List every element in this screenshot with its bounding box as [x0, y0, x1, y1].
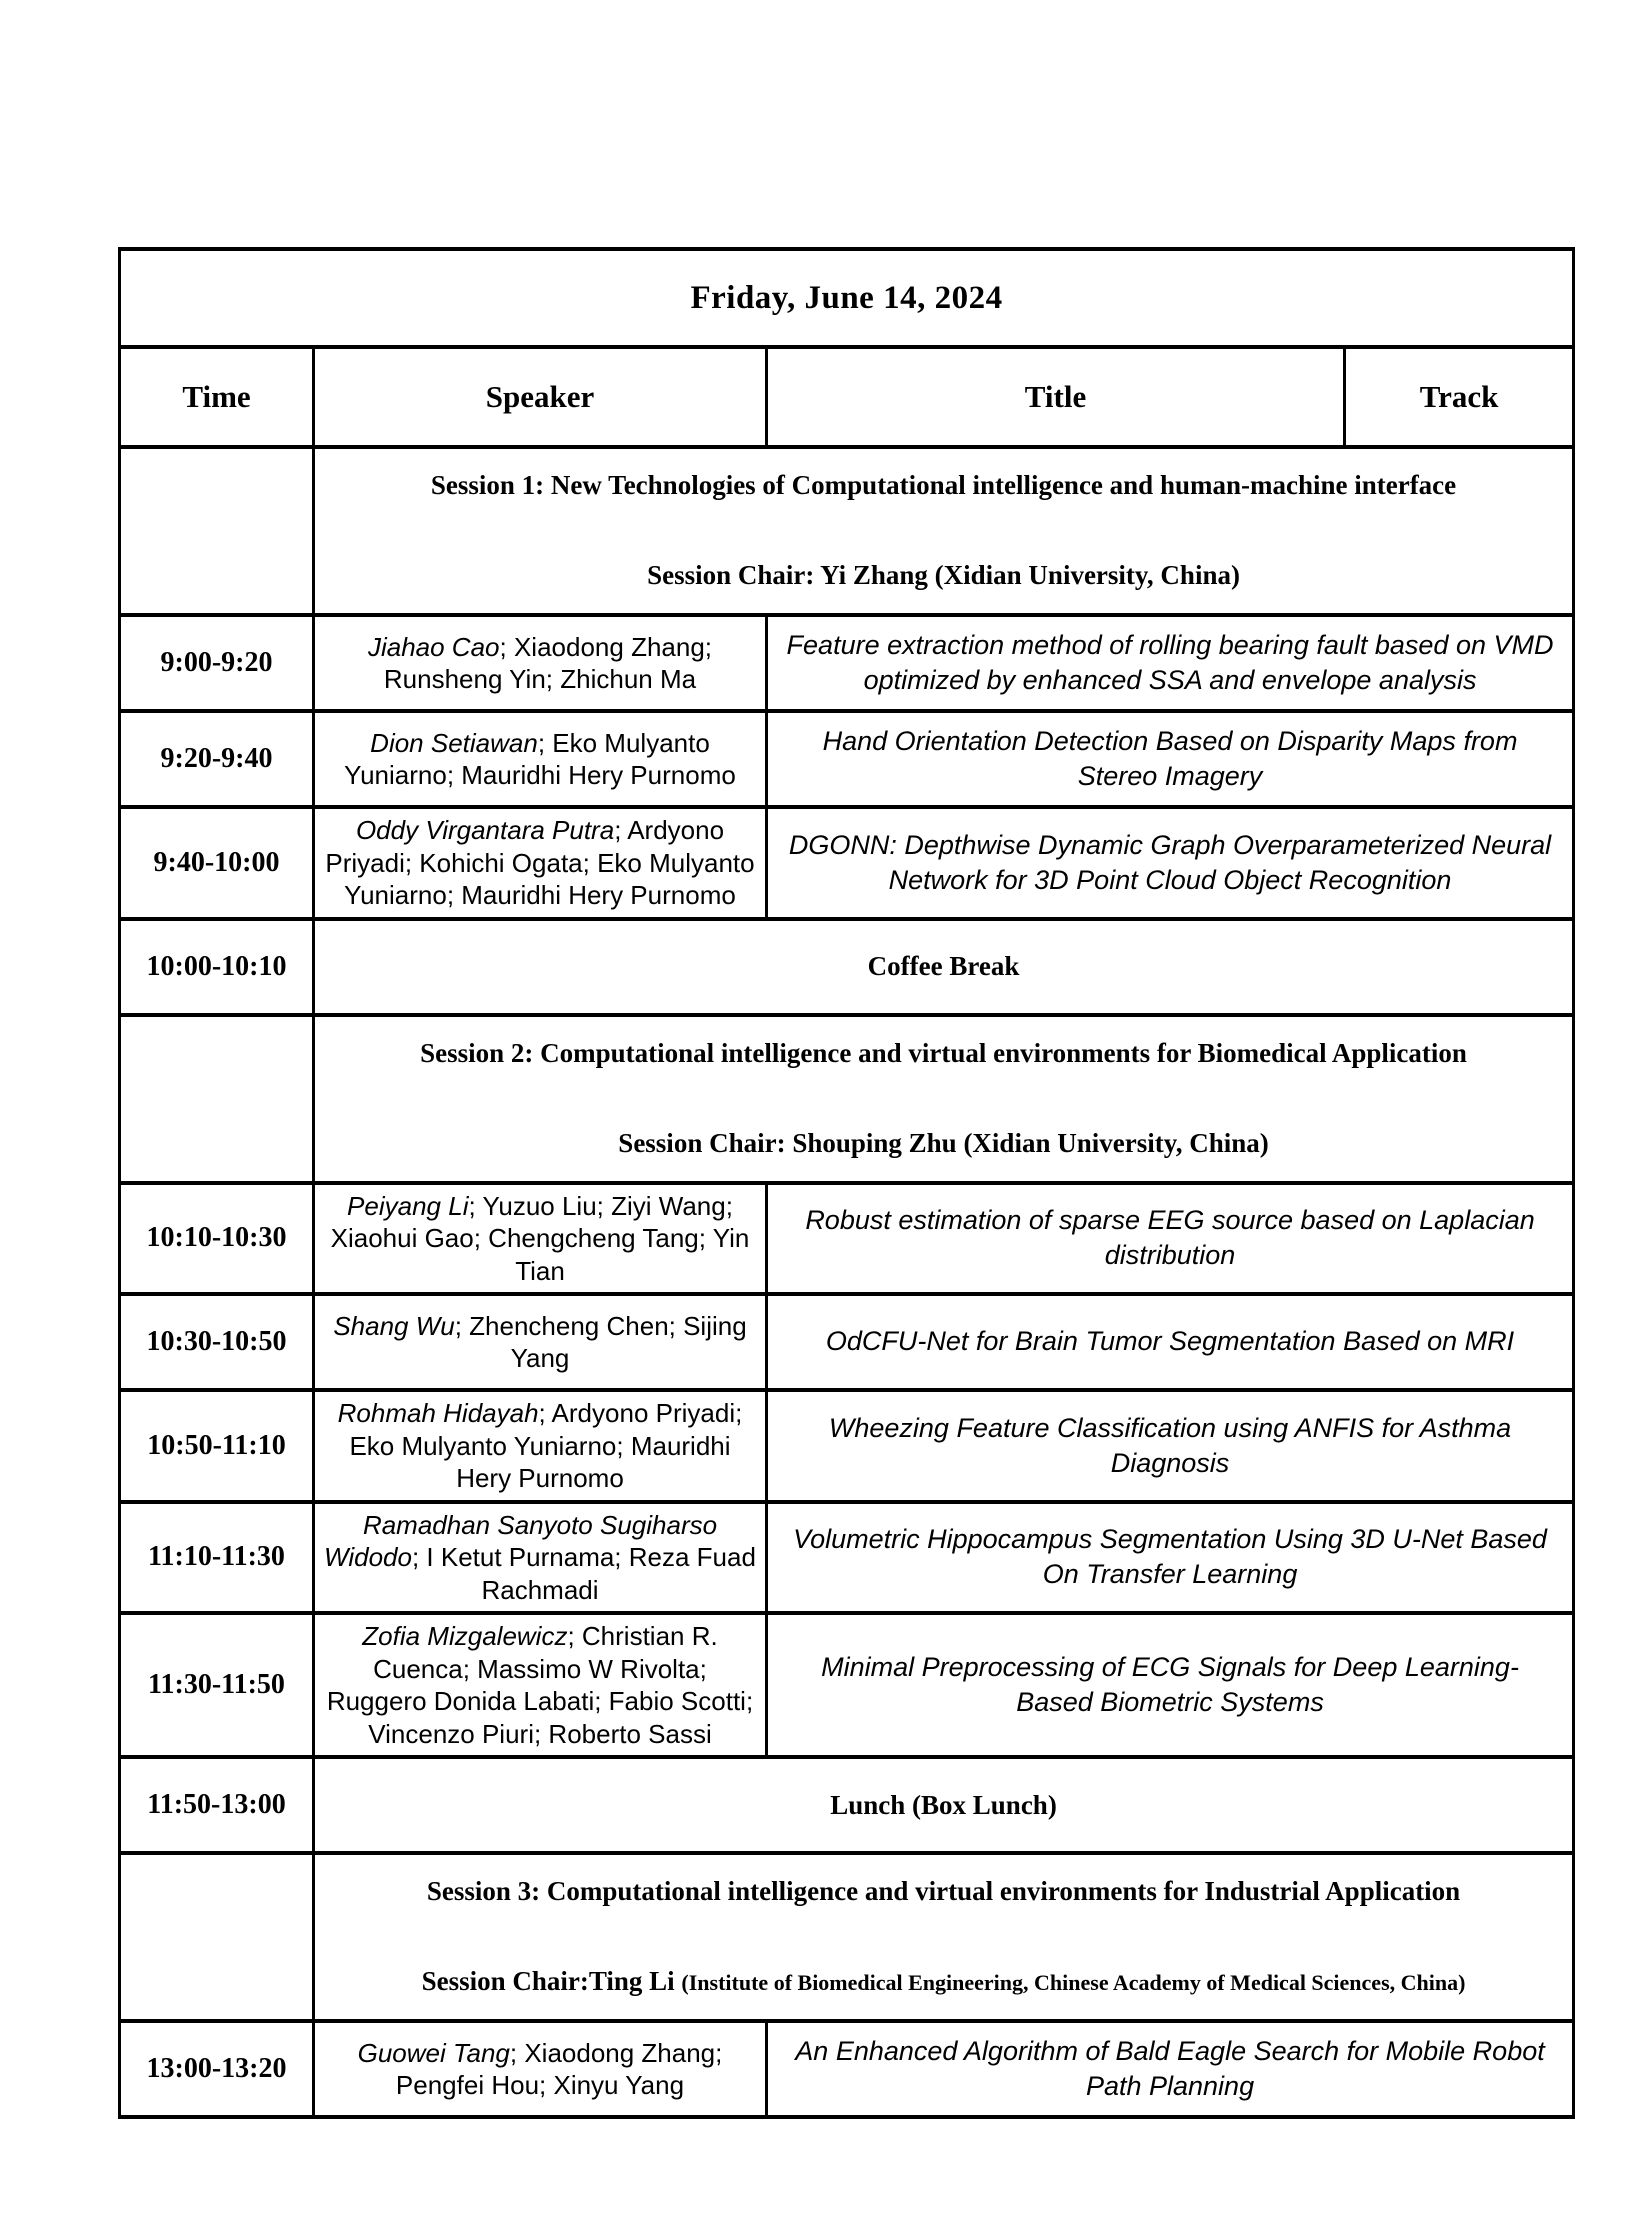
- lead-author: Oddy Virgantara Putra: [355, 815, 615, 845]
- speaker-cell: [314, 1502, 767, 1614]
- talk-row: [120, 2021, 1574, 2117]
- session-cell-content: [315, 1017, 1572, 1181]
- talk-row: [120, 615, 1574, 711]
- break-row: [120, 919, 1574, 1015]
- speaker-cell: [314, 1613, 767, 1757]
- time-cell: 10:50-11:10: [120, 1390, 314, 1502]
- session-cell: [314, 1853, 1574, 2021]
- paper-title: Robust estimation of sparse EEG source based on Laplacian distribution: [767, 1183, 1574, 1295]
- break-label: Coffee Break: [314, 919, 1574, 1015]
- paper-title: Hand Orientation Detection Based on Disparity Maps from Stereo Imagery: [767, 711, 1574, 807]
- session-chair-affiliation: (Institute of Biomedical Engineering, Chinese Academy of Medical Sciences, China): [681, 1970, 1466, 1995]
- talk-row: [120, 1502, 1574, 1614]
- time-cell: 9:20-9:40: [120, 711, 314, 807]
- time-cell: 13:00-13:20: [120, 2021, 314, 2117]
- session-row: [120, 1853, 1574, 2021]
- time-cell-empty: [120, 1853, 314, 2021]
- lead-author: Zofia Mizgalewicz: [362, 1621, 568, 1651]
- talk-row: [120, 1390, 1574, 1502]
- session-row: [120, 1015, 1574, 1183]
- co-authors: ; I Ketut Purnama; Reza Fuad Rachmadi: [411, 1542, 756, 1605]
- time-cell: 9:40-10:00: [120, 807, 314, 919]
- paper-title: OdCFU-Net for Brain Tumor Segmentation Based on MRI: [767, 1294, 1574, 1390]
- session-cell: [314, 447, 1574, 615]
- time-cell-empty: [120, 447, 314, 615]
- session-title: Session 3: Computational intelligence and virtual environments for Industrial Application: [426, 1876, 1461, 1907]
- co-authors: ; Xiaodong Zhang; Runsheng Yin; Zhichun Ma: [383, 631, 713, 694]
- time-cell-empty: [120, 1015, 314, 1183]
- lead-author: Ramadhan Sanyoto Sugiharso Widodo: [324, 1509, 718, 1572]
- break-label: Lunch (Box Lunch): [314, 1757, 1574, 1853]
- session-chair: Session Chair: Yi Zhang (Xidian University, China): [647, 560, 1240, 590]
- paper-title: Wheezing Feature Classification using ANFIS for Asthma Diagnosis: [767, 1390, 1574, 1502]
- date-header-row: [120, 249, 1574, 347]
- session-cell: [314, 1015, 1574, 1183]
- date-header: Friday, June 14, 2024: [120, 249, 1574, 347]
- lead-author: Peiyang Li: [347, 1190, 469, 1221]
- co-authors: ; Yuzuo Liu; Ziyi Wang; Xiaohui Gao; Chengcheng Tang; Yin Tian: [330, 1190, 750, 1286]
- column-header-time: Time: [120, 347, 314, 447]
- session-title: Session 1: New Technologies of Computational intelligence and human-machine interface: [430, 470, 1457, 501]
- talk-row: [120, 1183, 1574, 1295]
- session-chair: Session Chair: Shouping Zhu (Xidian University, China): [618, 1127, 1269, 1158]
- session-row: [120, 447, 1574, 615]
- time-cell: 11:50-13:00: [120, 1757, 314, 1853]
- paper-title: Volumetric Hippocampus Segmentation Using 3D U-Net Based On Transfer Learning: [767, 1502, 1574, 1614]
- speaker-cell: [314, 1294, 767, 1390]
- speaker-cell: [314, 2021, 767, 2117]
- co-authors: ; Ardyono Priyadi; Eko Mulyanto Yuniarno; Mauridhi Hery Purnomo: [349, 1398, 743, 1493]
- time-cell: 10:30-10:50: [120, 1294, 314, 1390]
- talk-row: [120, 807, 1574, 919]
- co-authors: ; Ardyono Priyadi; Kohichi Ogata; Eko Mulyanto Yuniarno; Mauridhi Hery Purnomo: [325, 815, 755, 910]
- lead-author: Guowei Tang: [357, 2037, 510, 2068]
- column-header-title: Title: [767, 347, 1345, 447]
- paper-title: DGONN: Depthwise Dynamic Graph Overparameterized Neural Network for 3D Point Cloud Object Recognition: [767, 807, 1574, 919]
- time-cell: 9:00-9:20: [120, 615, 314, 711]
- co-authors: ; Christian R. Cuenca; Massimo W Rivolta; Ruggero Donida Labati; Fabio Scotti; Vincenzo Piuri; Roberto Sassi: [326, 1621, 754, 1749]
- co-authors: ; Zhencheng Chen; Sijing Yang: [454, 1310, 747, 1373]
- lead-author: Jiahao Cao: [367, 631, 500, 662]
- time-cell: 11:10-11:30: [120, 1502, 314, 1614]
- column-header-speaker: Speaker: [314, 347, 767, 447]
- speaker-cell: [314, 1183, 767, 1295]
- schedule-body: [120, 447, 1574, 2117]
- talk-row: [120, 1613, 1574, 1757]
- session-title: Session 2: Computational intelligence and virtual environments for Biomedical Application: [420, 1037, 1467, 1068]
- co-authors: ; Xiaodong Zhang; Pengfei Hou; Xinyu Yang: [395, 2037, 723, 2100]
- schedule-table: [118, 247, 1575, 2119]
- co-authors: ; Eko Mulyanto Yuniarno; Mauridhi Hery Purnomo: [344, 727, 736, 790]
- paper-title: Minimal Preprocessing of ECG Signals for Deep Learning-Based Biometric Systems: [767, 1613, 1574, 1757]
- speaker-cell: [314, 807, 767, 919]
- session-chair: Session Chair:Ting Li (Institute of Biomedical Engineering, Chinese Academy of Medical Sciences, China): [421, 1966, 1466, 1996]
- time-cell: 10:00-10:10: [120, 919, 314, 1015]
- speaker-cell: [314, 615, 767, 711]
- speaker-cell: [314, 1390, 767, 1502]
- speaker-cell: [314, 711, 767, 807]
- talk-row: [120, 711, 1574, 807]
- talk-row: [120, 1294, 1574, 1390]
- column-header-row: [120, 347, 1574, 447]
- lead-author: Rohmah Hidayah: [337, 1398, 539, 1428]
- time-cell: 10:10-10:30: [120, 1183, 314, 1295]
- lead-author: Shang Wu: [333, 1310, 455, 1341]
- session-cell-content: [315, 449, 1572, 613]
- session-cell-content: [315, 1855, 1572, 2019]
- paper-title: Feature extraction method of rolling bearing fault based on VMD optimized by enhanced SSA and envelope analysis: [767, 615, 1574, 711]
- time-cell: 11:30-11:50: [120, 1613, 314, 1757]
- break-row: [120, 1757, 1574, 1853]
- paper-title: An Enhanced Algorithm of Bald Eagle Search for Mobile Robot Path Planning: [767, 2021, 1574, 2117]
- lead-author: Dion Setiawan: [370, 727, 538, 758]
- column-header-track: Track: [1345, 347, 1574, 447]
